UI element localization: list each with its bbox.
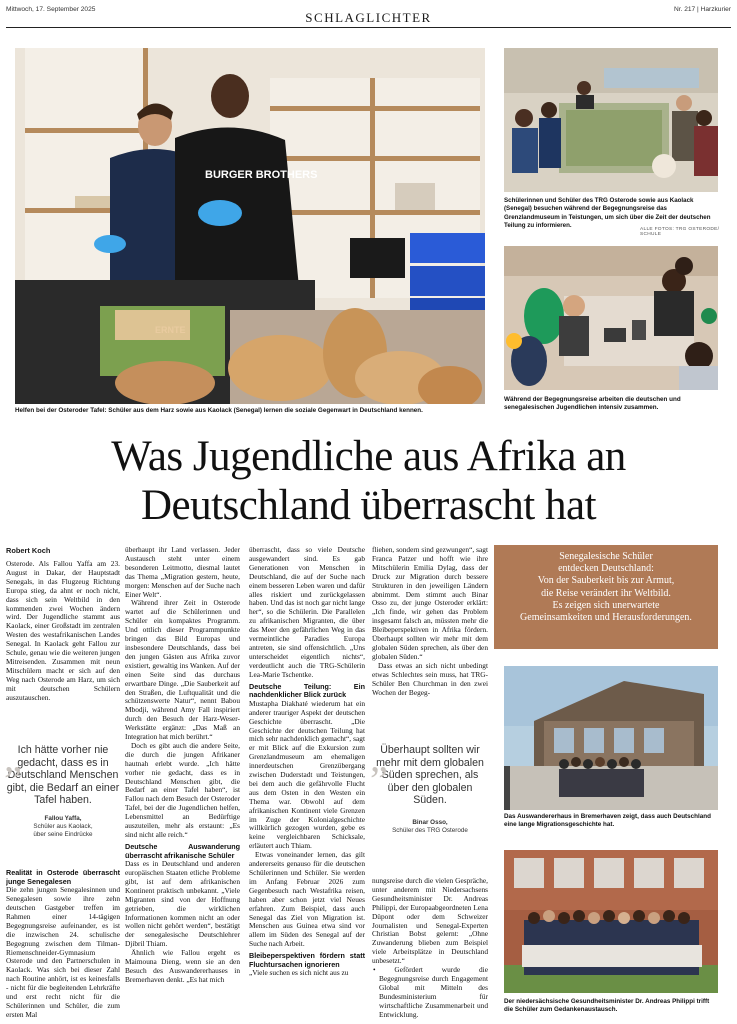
quote-mark-icon: „ — [4, 735, 22, 780]
column-4-bottom — [372, 877, 488, 1022]
pull-quote-1-text: Ich hätte vorher nie gedacht, dass es in Deutschland Menschen gibt, die Bedarf an einer Tafel haben. — [6, 744, 120, 807]
column-2 — [125, 546, 240, 1022]
minister-caption: Der niedersächsische Gesundheitsminister Dr. Andreas Philippi trifft die Schüler zum Gedankenaustausch. — [504, 998, 710, 1014]
column-1-top — [6, 560, 120, 728]
auswandererhaus-illustration — [504, 666, 718, 810]
teaser-line: Von der Sauberkeit bis zur Armut, — [537, 575, 675, 587]
hoodie-logo: BURGER BROTHERS — [205, 169, 318, 181]
classroom-photo — [504, 246, 718, 390]
header-rule — [6, 27, 731, 28]
article-paragraph: Etwas voneinander lernen, das gilt andererseits genauso für die deutschen Schülerinnen und Schüler. Sie werden im Anfang Februar 2026 zum Gegenbesuch nach Westafrika reisen, haben aber schon jetzt viel Neues erfahren. Zum Beispiel, dass auch Senegal das Ziel von Migration ist. Menschen aus Guinea etwa sind vor allem im Süden des Senegal auf der Suche nach Arbeit. — [249, 850, 365, 949]
teaser-line: die Reise verändert ihr Weltbild. — [541, 587, 671, 599]
teaser-line: Gemeinsamkeiten und Herausforderungen. — [520, 612, 692, 624]
classroom-illustration — [504, 246, 718, 390]
teaser-line: Senegalesische Schüler — [559, 551, 653, 562]
footnote-list — [372, 966, 488, 1019]
pull-quote-1 — [4, 735, 120, 807]
subheading: Bleibeperspektiven fördern statt Fluchtursachen ignorieren — [249, 951, 365, 969]
main-photo-caption: Helfen bei der Osteroder Tafel: Schüler aus dem Harz sowie aus Kaolack (Senegal) lernen die soziale Gegenwart in Deutschland kennen. — [15, 407, 423, 414]
quote-2-name: Binar Osso, — [412, 819, 448, 826]
article-paragraph: Während ihrer Zeit in Osterode wartet auf die Schülerinnen und Schüler ein kompaktes Programm. Und ottlich dieser Programmpunkte bringen das Bild Europas und insbesondere Deutschlands, dass bei den jungen Gästen aus Afrika zuvor existiert, gewaltig ins Wanken. Auf der einen Seite sind das durchaus erwartbare Dinge. „Die Sauberkeit auf den Straßen, die Luftqualität und die schützenswerte Natur“, nennt Babou Mbodji, während Amy Fall inspiriert durch den Besuch der Harz-Weser-Werkstätte ergänzt: „Das Maß an Integration hat mich berührt.“ — [125, 598, 240, 742]
article-paragraph: Dass es in Deutschland und anderen europäischen Staaten etliche Probleme gibt, ist auf dem afrikanischen Kontinent praktisch unbekannt. „Viele Migranten sind von der Hoffnung getrieben, die wirklichen Informationen kommen nicht an oder wollen nicht gehört werden“, bestätigt der senegalesische Deutschlehrer Djibril Thiam. — [125, 859, 240, 949]
foodbank-photo — [15, 48, 485, 404]
pull-quote-1-attribution — [6, 815, 120, 839]
article-paragraph: Doch es gibt auch die andere Seite, die durch die jungen Afrikaner hautnah erlebt wurde. „Ich hätte vorher nie gedacht, dass es in Deutschland Menschen gibt, die Bedarf an einer Tafel haben“, ist Fallou nach dem Besuch der Osteroder Tafel, bei der die Jugendlichen helfen, Lebensmittel an Bedürftige auszuteilen, mehr als erstaunt: „Es sind nicht alle reich.“ — [125, 740, 240, 839]
teaser-box — [494, 545, 718, 649]
article-paragraph: überhaupt ihr Land verlassen. Jeder Austausch steht unter einem besonderen Leitmotto, diesmal lautet das Thema „Migration gestern, heute, morgen: Menschen auf der Suche nach Einer Welt“. — [125, 546, 240, 599]
article-paragraph: Dass etwas an sich nicht unbedingt etwas Schlechtes sein muss, hat TRG-Schüler Ben Churchman in den zwei Wochen der Begeg- — [372, 660, 488, 697]
section-title: SCHLAGLICHTER — [305, 10, 432, 25]
article-paragraph: fliehen, sondern sind gezwungen“, sagt Franca Patzer und hofft wie ihre Mitschülerin Emilia Dylag, dass der Druck zur Migration durch bessere Strukturen in den jeweiligen Ländern abnimmt. Dem stimmt auch Binar Osso zu, der junge Osteroder erklärt: „Ich finde, wir gehen das Problem insgesamt falsch an, müssten mehr die Bleibeperspektiven in Afrika fördern. Überhaupt sollten wir mehr mit dem globalen Süden sprechen, als über den globalen Süden.“ — [372, 546, 488, 661]
museum-caption: Schülerinnen und Schüler des TRG Osterode sowie aus Kaolack (Senegal) besuchen während der Begegnungsreise das Grenzlandmuseum in Teistungen, um sich über die Zeit der deutschen Teilung zu informieren. — [504, 197, 711, 230]
quote-1-role1: Schüler aus Kaolack, — [33, 823, 93, 830]
article-paragraph: Ähnlich wie Fallou ergeht es Maimouna Dieng, wenn sie an den Besuch des Auswandererhauses in Bremerhaven denkt. „Es hat mich — [125, 948, 240, 984]
quote-mark-icon: „ — [370, 735, 388, 780]
article-paragraph: Mustapha Diakhaté wiederum hat ein anderer trauriger Aspekt der deutschen Geschichte überrascht. „Die Geschichte der deutschen Teilung hat mich sehr nachdenklich gemacht“, sagt er mit Blick auf die Exkursion zum Grenzlandmuseum am ehemaligen innerdeutschen Grenzübergang zwischen Duderstadt und Teistungen, bei dem auch die gefährvolle Flucht aus dem Osten in den Westen ein Thema war. Obwohl auf dem afrikanischen Kontinent viele Grenzen im Zuge der Kolonialgeschichte willkürlich gezogen wurden, gebe es keine vergleichbaren Schicksale, erläutert auch Thiam. — [249, 698, 365, 851]
teaser-line: Es zeigen sich unerwartete — [552, 599, 660, 611]
minister-photo — [504, 850, 718, 993]
article-paragraph: Die zehn jungen Senegalesinnen und Senegalesen sowie ihre zehn deutschen Gastgeber treffen im Rahmen einer 14-tägigen Begegnungsreise aufeinander, es ist die inzwischen 24. schulische Begegnung zwischen dem Tilman-Riemenschneider-Gymnasium Osterode und den Partnerschulen in Kaolack. Was sich bei dieser Zahl nach Routine anhört, ist es keinesfalls - nicht für die begleitenden Lehrkräfte und erst recht nicht für die Schülerinnen und Schüler, die zum ersten Mal — [6, 885, 120, 1019]
issue-date: Mittwoch, 17. September 2025 — [6, 6, 96, 13]
headline-line-1: Was Jugendliche aus Afrika an — [111, 433, 626, 480]
article-paragraph: nungsreise durch die vielen Gespräche, unter anderem mit Niedersachsens Gesundheitsminister Dr. Andreas Philippi, der Europaabgeordneten Lena Düpont oder dem Schweizer Journalisten und Senegal-Experten Christian Bobst gelernt: „Ohne Zuwanderung blieben zum Beispiel viele Arbeitsplätze in Deutschland unbesetzt.“ — [372, 877, 488, 966]
column-1-bottom — [6, 866, 120, 1022]
subheading: Deutsche Teilung: Ein nachdenklicher Blick zurück — [249, 681, 365, 700]
museum-photo — [504, 48, 718, 192]
museum-illustration — [504, 48, 718, 192]
article-paragraph: Osterode. Als Fallou Yaffa am 23. August in Dakar, der Hauptstadt Senegals, in das Flugzeug Richtung Europa stieg, da ahnt er noch nicht, dass sich sein Weltbild in den kommenden zwei Wochen ändern wird. Der Jugendliche stammt aus Kaolack, einer Großstadt im zentralen Westen des westafrikanischen Landes Senegal. In Kaolack geht Fallou zur Schule, genau wie die weiteren jungen Mitreisenden. Zusammen mit neun Mitschülern macht er sich auf den Weg nach Osterode am Harz, um sich mit deutschen Schülern auszutauschen. — [6, 560, 120, 702]
teaser-line: entdecken Deutschland: — [558, 563, 654, 575]
foodbank-illustration — [15, 48, 485, 404]
minister-group-illustration — [504, 850, 718, 993]
subheading: Realität in Osterode überrascht junge Senegalesen — [6, 868, 120, 886]
classroom-caption: Während der Begegnungsreise arbeiten die deutschen und senegalesischen Jugendlichen intensiv zusammen. — [504, 396, 681, 412]
photo-credit: ALLE FOTOS: TRG OSTERODE/ SCHULE — [640, 227, 720, 237]
quote-1-role2: über seine Eindrücke — [33, 831, 93, 838]
column-4-top — [372, 546, 488, 714]
subheading: Deutsche Auswanderung überrascht afrikanische Schüler — [125, 841, 240, 860]
pull-quote-2-text: Überhaupt sollten wir mehr mit dem globalen Süden sprechen, als über den globalen Süden. — [376, 744, 484, 807]
article-paragraph: „Viele suchen es sich nicht aus zu — [249, 968, 349, 978]
auswandererhaus-photo — [504, 666, 718, 810]
author: Robert Koch — [6, 546, 51, 555]
auswandererhaus-caption: Das Auswandererhaus in Bremerhaven zeigt, dass auch Deutschland eine lange Migrationsgeschichte hat. — [504, 813, 711, 829]
pull-quote-2-attribution — [372, 819, 488, 835]
quote-2-role: Schüler des TRG Osterode — [392, 827, 468, 834]
pull-quote-2 — [370, 735, 488, 807]
column-3 — [249, 546, 365, 1022]
article-paragraph: überrascht, dass so viele Deutsche ausgewandert sind. Es gab Generationen von Menschen in Deutschland, die auf der Suche nach einem besseren Leben waren und dafür alles riskiert und zurückgelassen haben. Und das ist noch gar nicht lange her“, so die Schülerin. Die Parallelen zu afrikanischen Migranten, die über das Meer den gefährlichen Weg in das vermeintliche Paradies Europa antreten, sie sind offensichtlich. „Uns unterscheidet eigentlich nichts“, verdeutlicht auch die TRG-Schülerin Lea-Marie Tschentke. — [249, 546, 365, 679]
headline-line-2: Deutschland überrascht hat — [140, 482, 597, 529]
footnote-item: • Gefördert wurde die Begegnungsreise durch Engagement Global mit Mitteln des Bundesministerium für wirtschaftliche Zusammenarbeit und Entwicklung. — [373, 965, 488, 1019]
quote-1-name: Fallou Yaffa, — [44, 815, 82, 822]
page-number: Nr. 217 | Harzkurier — [673, 6, 731, 13]
